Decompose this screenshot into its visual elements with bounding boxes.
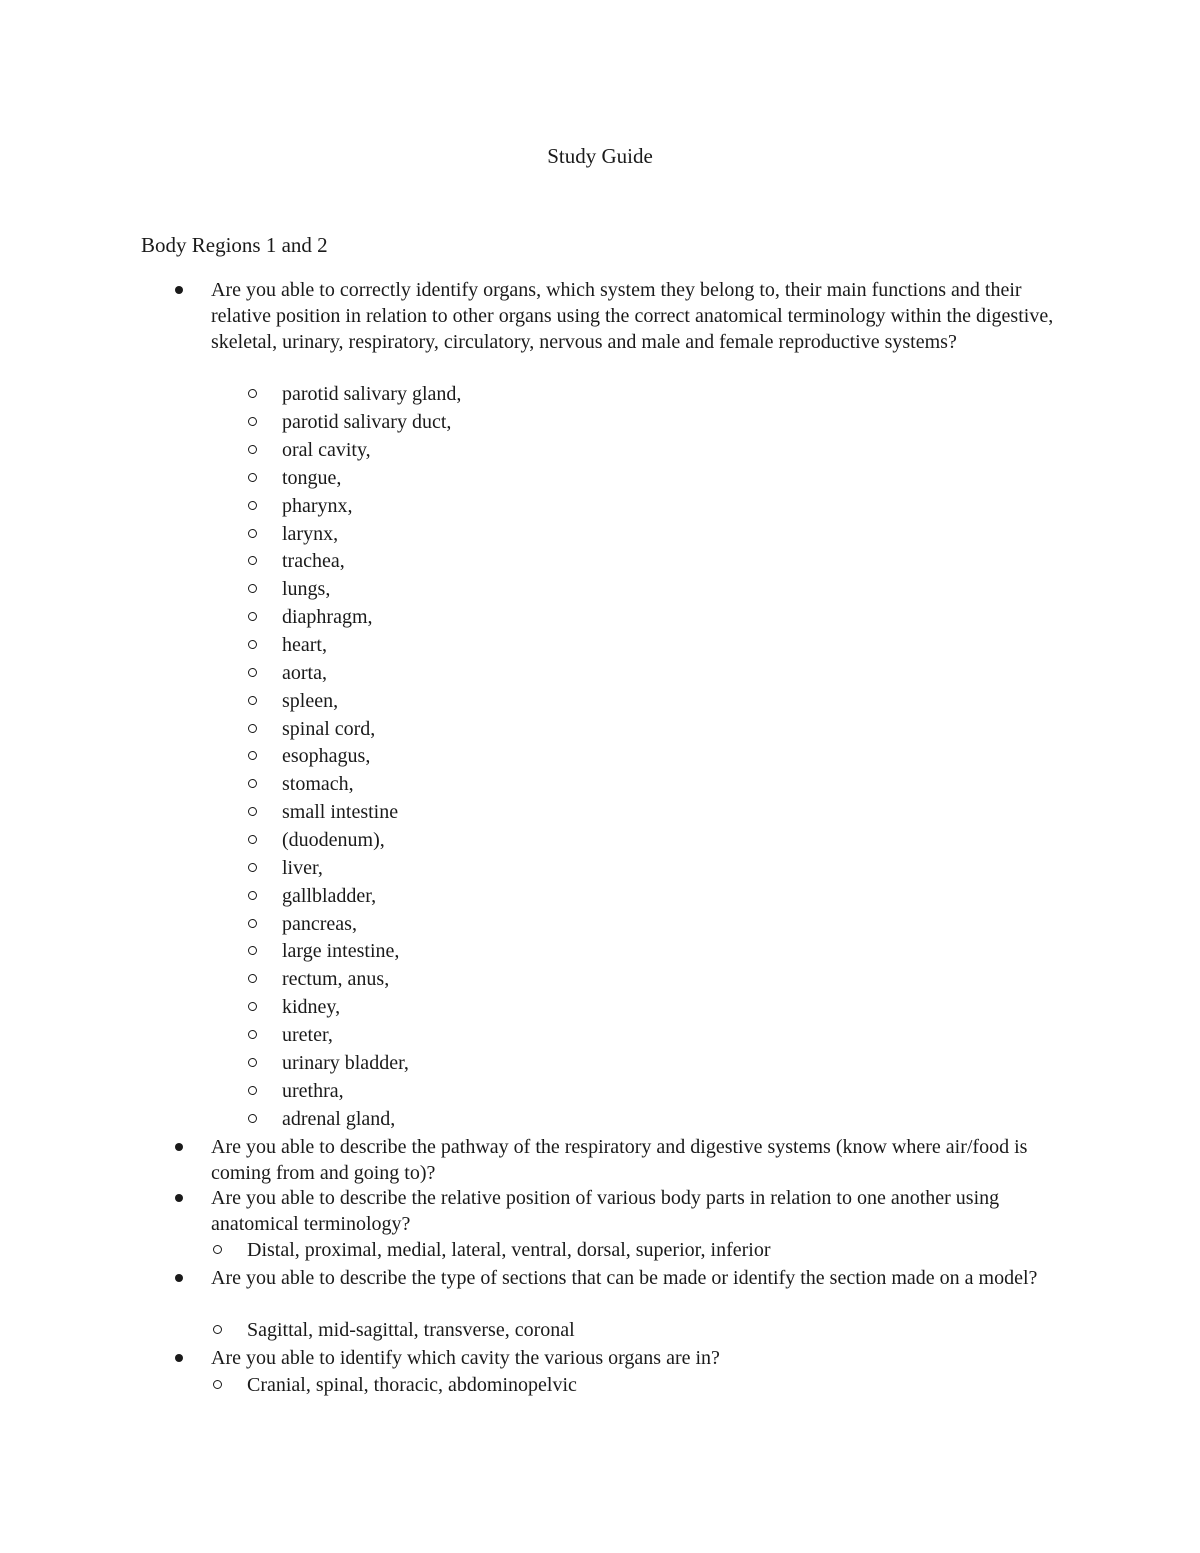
circle-bullet-icon	[248, 1002, 257, 1011]
document-page: Study Guide Body Regions 1 and 2 Are you able to correctly identify organs, which system they belong to, their main functions and their relative position in relation to other organs using the correct anatomical terminology within the digestive, skeletal, urinary, respiratory, circulatory, nervous and male and female reproductive systems? parotid salivary gland, parotid salivary duct, oral cavity, tongue, pharynx, larynx, trachea, lungs, diaphragm, heart, aorta, spleen, spinal cord, esophagus, stomach, small intestine (duodenum), liver, gallbladder, pancreas, large intestine, rectum, anus, kidney, ureter, urinary bladder, urethra, adrenal gland, Are you able to describe the pathway of the respiratory and digestive systems (know where air/food is coming from and going to)? Are you able to describe the relative position of various body parts in relation to one another using anatomical terminology? Distal, proximal, medial, lateral, ventral, dorsal, superior, inferior Are you able to describe the type of sections that can be made or identify the section made on a model? Sagittal, mid-sagittal, transverse, coronal Are you able to identify which cavity the various organs are in? Cranial, spinal, thoracic, abdominopelvic	[0, 0, 1200, 1553]
circle-bullet-icon	[248, 612, 257, 621]
circle-bullet-icon	[248, 807, 257, 816]
circle-bullet-icon	[248, 779, 257, 788]
bullet-icon	[175, 1354, 183, 1362]
circle-bullet-icon	[248, 891, 257, 900]
circle-bullet-icon	[248, 1058, 257, 1067]
circle-bullet-icon	[248, 473, 257, 482]
circle-bullet-icon	[248, 751, 257, 760]
circle-bullet-icon	[248, 863, 257, 872]
bullet-icon	[175, 1274, 183, 1282]
bullet-icon	[175, 286, 183, 294]
circle-bullet-icon	[248, 445, 257, 454]
circle-bullet-icon	[248, 1086, 257, 1095]
circle-bullet-icon	[248, 1114, 257, 1123]
bullet-text: Are you able to describe the type of sections that can be made or identify the section made on a model?	[211, 1267, 1038, 1289]
circle-bullet-icon	[248, 529, 257, 538]
circle-bullet-icon	[248, 1030, 257, 1039]
circle-bullet-icon	[248, 668, 257, 677]
bullet-icon	[175, 1194, 183, 1202]
document-title: Study Guide	[547, 144, 653, 168]
circle-bullet-icon	[248, 696, 257, 705]
bullet-text: Are you able to describe the relative position of various body parts in relation to one another using anatomical terminology?	[211, 1187, 1000, 1235]
bullet-text: Are you able to correctly identify organs, which system they belong to, their main functions and their relative position in relation to other organs using the correct anatomical terminology within the digestive, skeletal, urinary, respiratory, circulatory, nervous and male and female reproductive systems?	[211, 279, 1054, 353]
circle-bullet-icon	[248, 946, 257, 955]
circle-bullet-icon	[248, 974, 257, 983]
circle-bullet-icon	[248, 584, 257, 593]
circle-bullet-icon	[248, 640, 257, 649]
bullet-icon	[175, 1143, 183, 1151]
circle-bullet-icon	[213, 1380, 222, 1389]
circle-bullet-icon	[248, 556, 257, 565]
circle-bullet-icon	[213, 1325, 222, 1334]
circle-bullet-icon	[248, 501, 257, 510]
circle-bullet-icon	[248, 919, 257, 928]
bullet-text: Are you able to identify which cavity the various organs are in?	[211, 1347, 720, 1369]
circle-bullet-icon	[248, 389, 257, 398]
bullet-text: Are you able to describe the pathway of the respiratory and digestive systems (know where air/food is coming from and going to)?	[211, 1136, 1028, 1184]
circle-bullet-icon	[248, 724, 257, 733]
circle-bullet-icon	[213, 1245, 222, 1254]
section-heading: Body Regions 1 and 2	[141, 233, 328, 257]
circle-bullet-icon	[248, 835, 257, 844]
circle-bullet-icon	[248, 417, 257, 426]
